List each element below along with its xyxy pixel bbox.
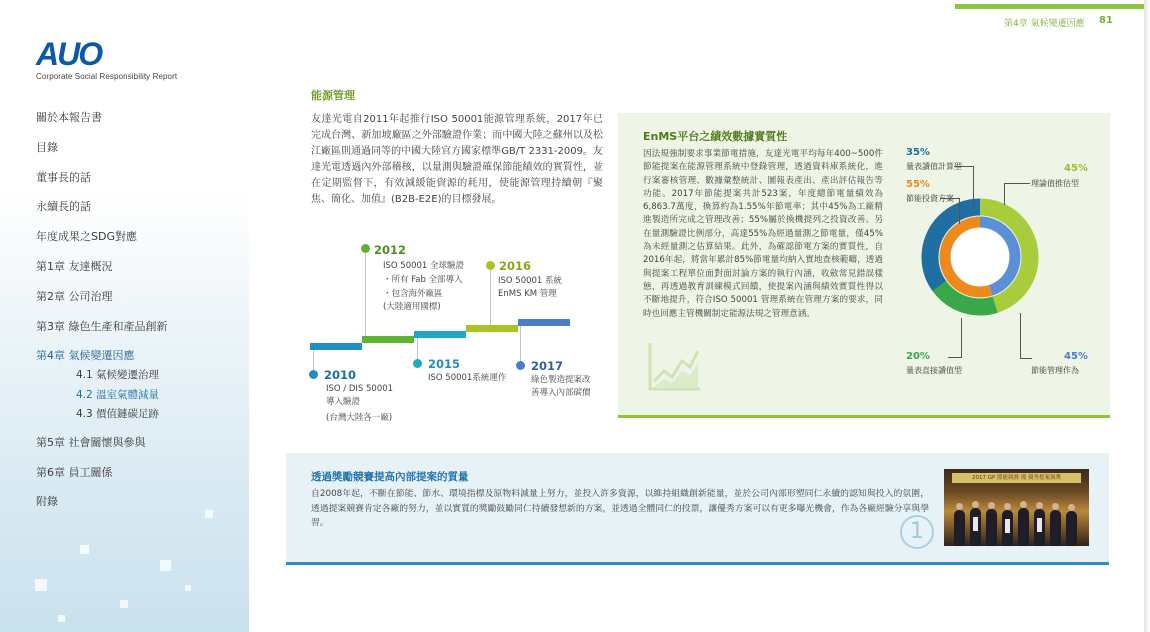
donut-center <box>951 228 1009 286</box>
header-chapter: 第4章 氣候變遷因應 <box>1004 19 1085 29</box>
timeline-year-2017: 2017 <box>531 359 564 373</box>
timeline-desc-2017 <box>531 374 591 400</box>
person-figure <box>1050 510 1061 546</box>
nav-sub-4-2[interactable]: 4.2 溫室氣體減量 <box>76 388 160 401</box>
timeline-dot-2010 <box>309 370 318 379</box>
label-meter-direct: 量表直接讀值型 <box>906 366 962 375</box>
timeline-year-2010: 2010 <box>324 368 357 382</box>
timeline-segment-2012 <box>362 336 414 343</box>
logo-subtitle: Corporate Social Responsibility Report <box>36 72 178 81</box>
nav-item-about-report[interactable]: 關於本報告書 <box>36 111 102 124</box>
nav-item-chapter-3[interactable]: 第3章 綠色生產和產品創新 <box>36 319 168 333</box>
decor-square <box>58 615 65 622</box>
person-head <box>1036 502 1043 509</box>
enms-panel <box>618 113 1110 418</box>
decor-square <box>80 545 89 554</box>
energy-body: 友達光電自2011年起推行ISO 50001能源管理系統，2017年已完成台灣、新加坡廠區之外部驗證作業；而中國大陸之蘇州以及松江廠區則通過同等的中國大陸官方國家標準GB/T 2331-2009。友達光電透過內外部稽核，以量測與驗證確保節能績效的實質性，並在定期監督下，有效減緩能資源的耗用，使能源管理持續朝『聚焦、簡化、加值』(B2B-E2E)的目標發展。 <box>311 114 603 205</box>
timeline-dot-2012 <box>361 244 370 253</box>
label-pct-investment: 55% <box>906 179 930 190</box>
person-head <box>1068 504 1075 511</box>
toc-nav <box>36 108 241 522</box>
leader-line <box>940 198 960 224</box>
badge-number: 1 <box>900 515 934 549</box>
nav-item-chapter-2[interactable]: 第2章 公司治理 <box>36 289 113 303</box>
timeline-dot-2015 <box>413 359 422 368</box>
timeline-segment-2015 <box>414 331 466 338</box>
timeline-desc-line: ・包含海外廠區 <box>383 289 443 299</box>
line-chart-icon <box>646 341 702 393</box>
person-shirt <box>973 517 978 531</box>
label-pct-theoretical: 45% <box>1064 163 1088 174</box>
timeline-desc-line: ISO 50001 全球驗證 <box>383 261 465 271</box>
decor-square <box>185 585 191 591</box>
timeline-connector <box>520 326 521 362</box>
label-pct-meter-calc: 35% <box>906 147 930 158</box>
label-investment: 節能投資方案 <box>906 194 954 203</box>
timeline-connector <box>313 350 314 372</box>
label-meter-calc: 量表讀值計算型 <box>906 162 962 171</box>
award-ceremony-photo <box>944 469 1089 546</box>
timeline-segment-2017 <box>518 319 570 326</box>
motivation-title: 透過獎勵競賽提高內部提案的質量 <box>311 471 469 483</box>
decor-square <box>160 560 171 571</box>
photo-banner: 2017 GP 節能競賽 優 優秀提案頒獎 <box>952 473 1081 483</box>
timeline-dot-2016 <box>486 261 495 270</box>
person-figure <box>986 509 997 546</box>
motivation-body: 自2008年起，不斷在節能、節水、環境指標及原物料減量上努力，並投入許多資源，以維持組織創新能量，並於公司內部形塑同仁永續的認知與投入的氛圍，透過提案競賽肯定各廠的努力，並以實質的獎勵鼓勵同仁持續發想新的方案，並透過全體同仁的投票，讓優秀方案可以有更多曝光機會，作為各廠經驗分享與學習。 <box>311 489 929 528</box>
nav-sub-4-3[interactable]: 4.3 價值鏈碳足跡 <box>76 408 160 421</box>
timeline-year-2016: 2016 <box>499 259 532 273</box>
timeline-desc-2010 <box>326 383 393 425</box>
person-shirt <box>1037 518 1042 532</box>
timeline-year-2012: 2012 <box>374 243 407 257</box>
label-pct-management: 45% <box>1064 351 1088 362</box>
timeline-desc-line: ISO / DIS 50001 <box>326 384 394 394</box>
page-edge <box>1144 0 1150 632</box>
person-head <box>1052 503 1059 510</box>
timeline-segment-2016 <box>466 325 518 332</box>
timeline-desc-2016 <box>498 275 562 301</box>
person-figure <box>954 510 965 546</box>
timeline-segment-2010 <box>310 343 362 350</box>
nav-item-chapter-1[interactable]: 第1章 友達概況 <box>36 259 113 273</box>
timeline-desc-line: ・所有 Fab 全部導入 <box>383 275 463 285</box>
nav-item-sdg-mapping[interactable]: 年度成果之SDG對應 <box>36 230 137 244</box>
timeline-desc-line: (台灣大陸各一廠) <box>326 413 393 423</box>
person-head <box>1004 503 1011 510</box>
person-figure <box>1066 511 1077 546</box>
enms-title: EnMS平台之績效數據實質性 <box>643 130 788 143</box>
label-pct-meter-direct: 20% <box>906 351 930 362</box>
timeline-desc-line: ISO 50001 系統 <box>498 276 563 286</box>
person-shirt <box>1005 519 1010 533</box>
timeline-desc-line: 善導入內部碳價 <box>531 388 591 398</box>
sidebar <box>0 0 249 632</box>
logo[interactable] <box>36 38 177 81</box>
timeline-desc-line: 綠色製造提案改 <box>531 375 591 385</box>
timeline-desc-line: (大陸適用國標) <box>383 302 441 312</box>
label-theoretical: 理論值推估型 <box>1031 179 1079 188</box>
nav-sub-4-1[interactable]: 4.1 氣候變遷治理 <box>76 369 160 382</box>
nav-item-contents[interactable]: 目錄 <box>36 140 58 154</box>
decor-square <box>120 600 128 608</box>
nav-item-chairman-message[interactable]: 董事長的話 <box>36 170 91 184</box>
nav-item-cso-message[interactable]: 永續長的話 <box>36 200 91 214</box>
person-figure <box>1018 508 1029 546</box>
person-head <box>956 503 963 510</box>
timeline-dot-2017 <box>516 361 525 370</box>
nav-item-chapter-6[interactable]: 第6章 員工關係 <box>36 465 113 479</box>
label-management: 節能管理作為 <box>1031 366 1079 375</box>
timeline-desc-2015 <box>428 372 506 385</box>
person-head <box>1020 501 1027 508</box>
section-title-energy: 能源管理 <box>311 89 355 102</box>
timeline-connector <box>365 250 366 336</box>
timeline-desc-line: ISO 50001系統運作 <box>428 373 507 383</box>
timeline-year-2015: 2015 <box>428 357 461 371</box>
timeline-connector <box>490 270 491 325</box>
nav-item-chapter-5[interactable]: 第5章 社會關懷與參與 <box>36 435 146 449</box>
timeline-desc-2012 <box>383 260 464 314</box>
leader-line <box>1020 313 1032 359</box>
timeline-desc-line: 導入驗證 <box>326 397 361 407</box>
timeline-desc-line: EnMS KM 管理 <box>498 289 557 299</box>
leader-line <box>1004 183 1030 205</box>
decor-square <box>35 579 47 591</box>
enms-body: 因法規強制要求事業節電措施，友達光電平均每年400~500件節能提案在能源管理系統中登錄管理，透過資料庫系統化，進行案審核管理、數據彙整統計、圖報表產出、產出評估報告等功能。2017年節能提案共計523案，年度總節電量績效為6,863.7萬度，換算約為1.55%年節電率；其中45%為工廠精進製造所完成之管理改善；55%屬於換機提列之投資改善。另在量測驗證比例部分，高達55%為經過量測之節電量，僅45%為未經量測之估算結果。此外，為確認節電方案的實質性，自2016年起，將當年累計85%節電量均納入實地查核範疇，透過與提案工程單位面對面討論方案的執行內涵，收斂常見錯誤樣態，再透過教育訓練模式回饋，使提案內涵與績效實質性得以不斷地提升，符合ISO 50001 管理系統在管理方案的要求，同時也回應主管機關制定能源法規之管理意涵。 <box>643 149 883 319</box>
nav-item-chapter-4[interactable]: 第4章 氣候變遷因應 <box>36 349 135 363</box>
savings-donut-chart <box>920 197 1040 317</box>
person-head <box>972 501 979 508</box>
leader-line <box>948 318 962 358</box>
person-head <box>988 502 995 509</box>
nav-item-appendix[interactable]: 附錄 <box>36 495 58 509</box>
motivation-panel <box>286 453 1109 565</box>
iso50001-timeline <box>305 240 591 430</box>
page-number: 81 <box>1099 15 1113 26</box>
timeline-connector <box>417 338 418 360</box>
header-accent-bar <box>955 4 1145 9</box>
logo-mark: AUO <box>36 36 102 72</box>
